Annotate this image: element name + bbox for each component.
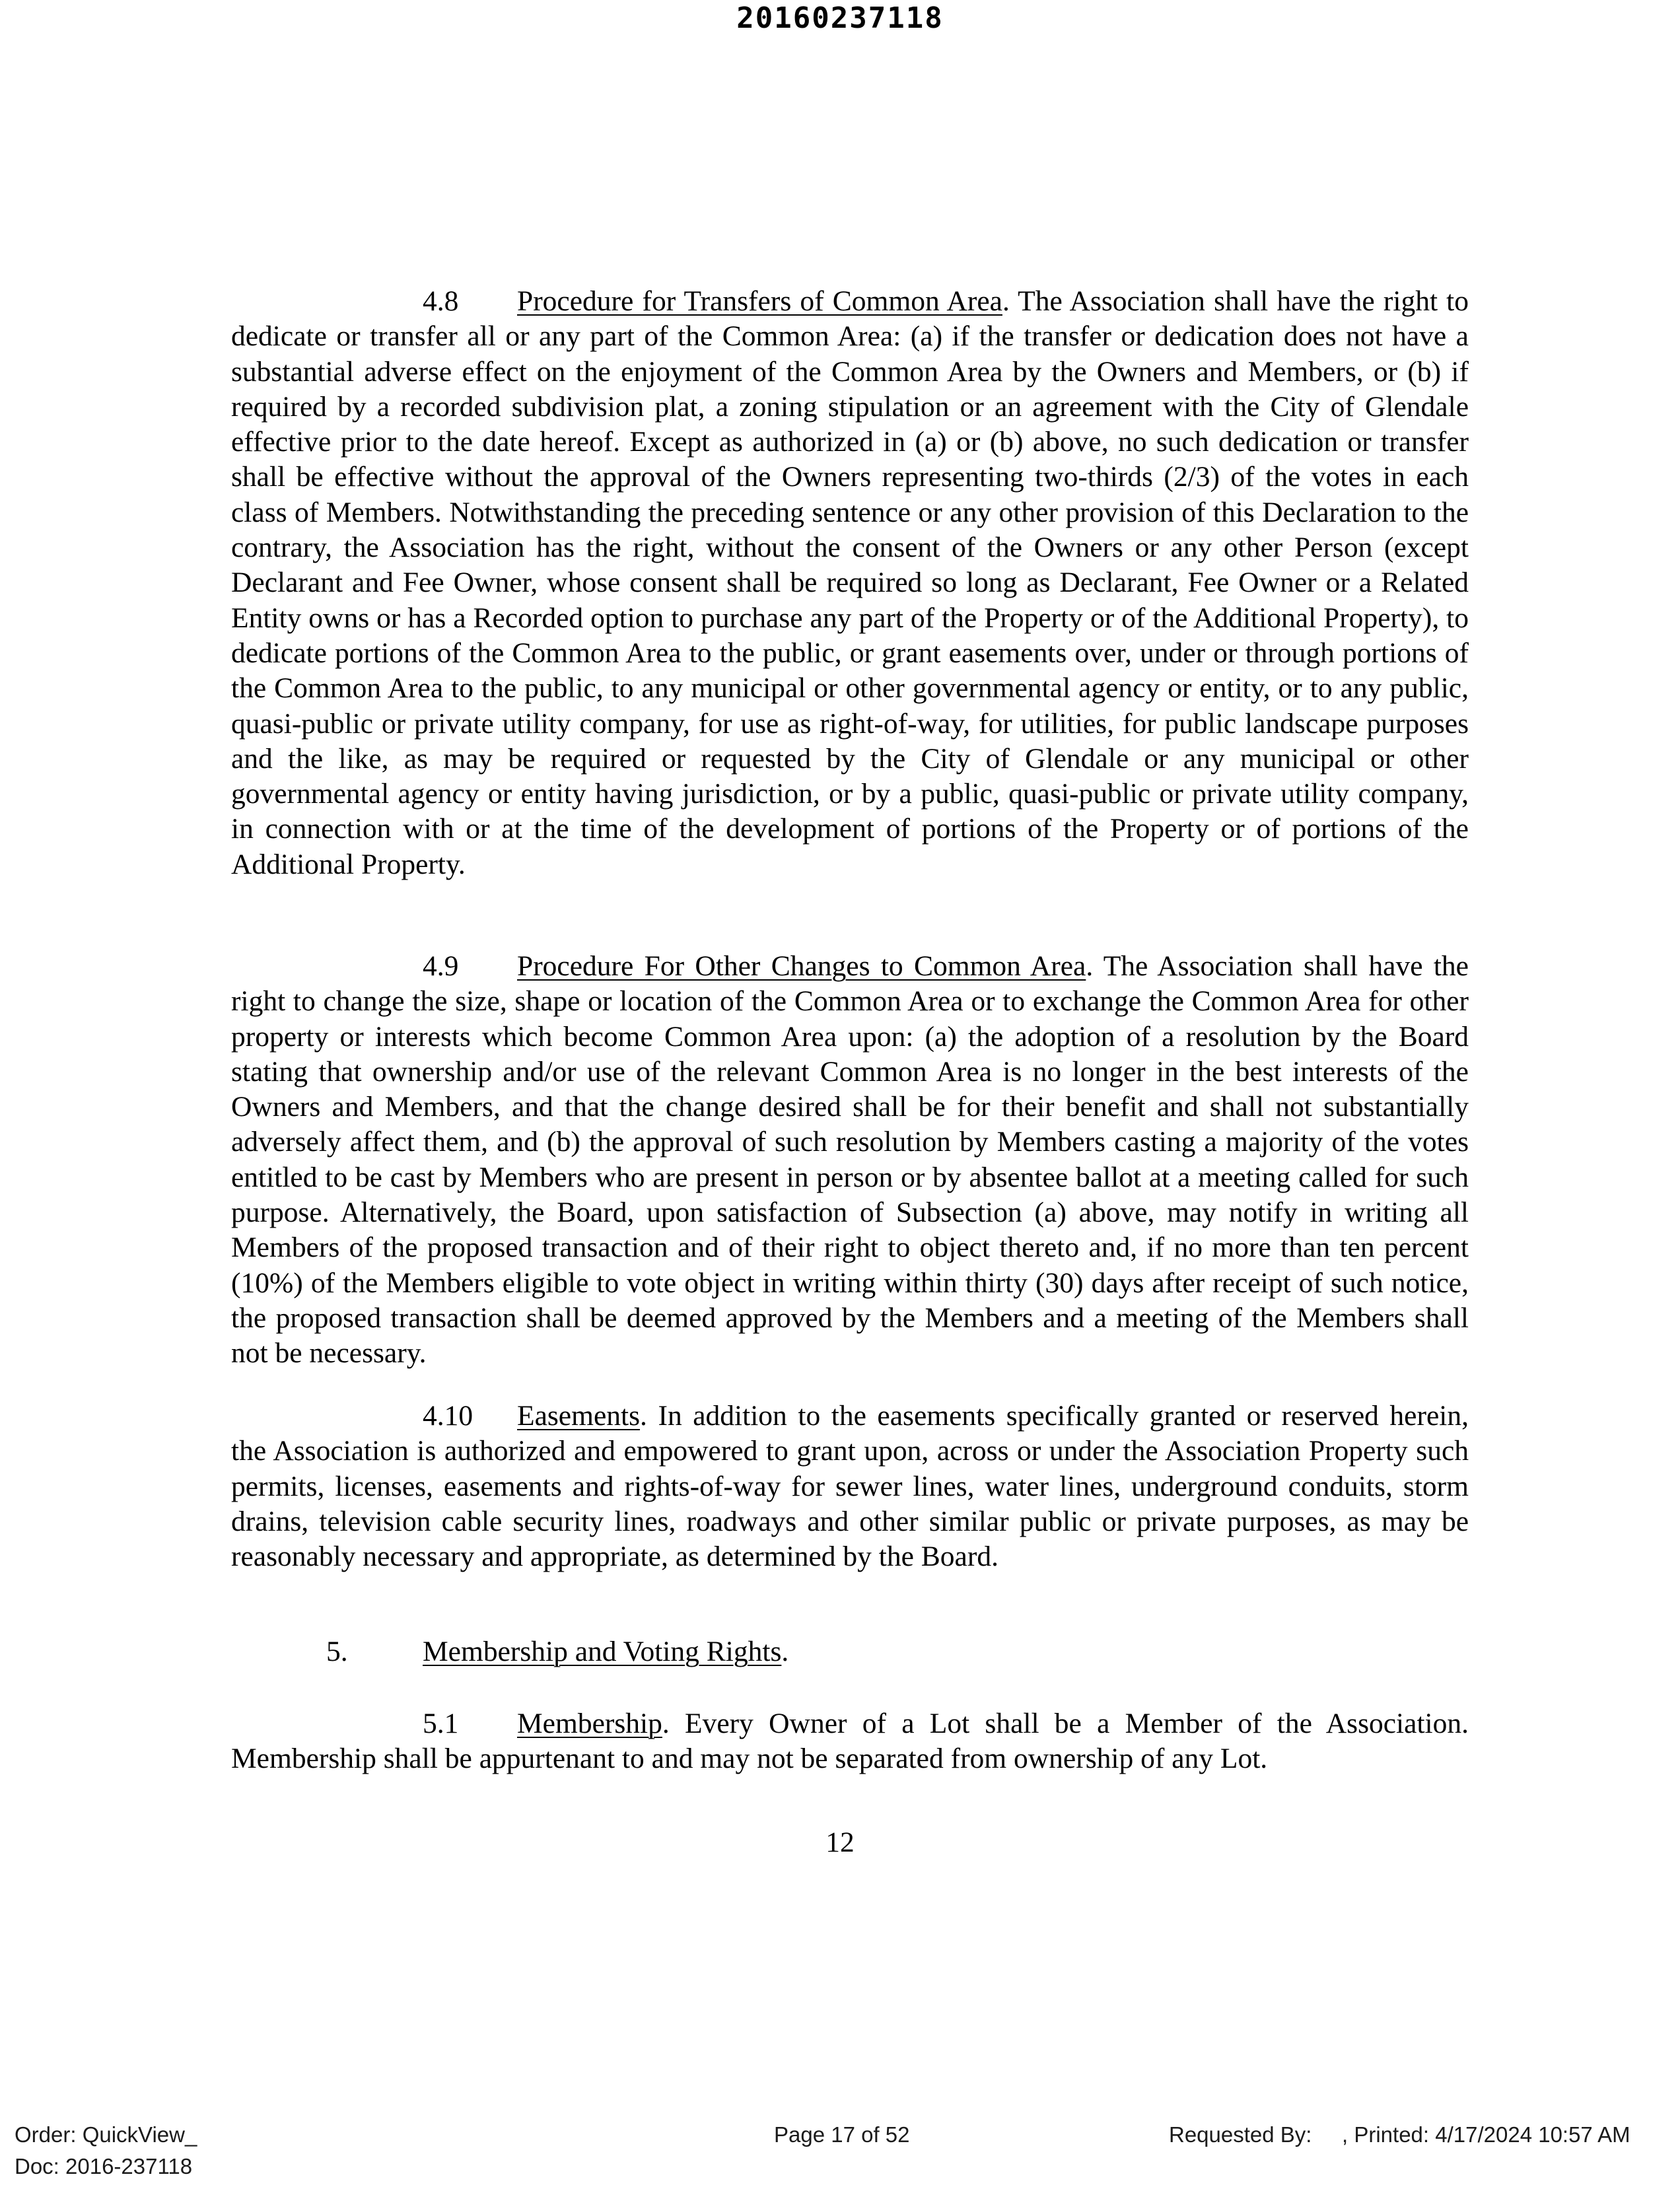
section-number: 4.9 — [423, 950, 459, 982]
section-title: Membership — [517, 1708, 662, 1739]
section-title: Easements — [517, 1400, 641, 1432]
section-text: . In addition to the easements specifically granted or reserved herein, the Association is authorized and empowered to grant upon, across or under the Association Property such permits, licenses, easements and rights-of-way for sewer lines, water lines, underground conduits, storm drains, television cable security lines, roadways and other similar public or private purposes, as may be reasonably necessary and appropriate, as determined by the Board. — [231, 1400, 1469, 1573]
document-number: 20160237118 — [736, 1, 944, 35]
section-title: Membership and Voting Rights — [423, 1636, 782, 1667]
section-5-1 — [231, 1706, 1469, 1777]
section-4-10 — [231, 1399, 1469, 1574]
footer-page: Page 17 of 52 — [774, 2122, 910, 2147]
section-number: 5.1 — [423, 1708, 459, 1739]
footer-doc: Doc: 2016-237118 — [15, 2154, 193, 2178]
section-number: 4.10 — [423, 1400, 473, 1432]
section-4-8 — [231, 284, 1469, 882]
section-5-heading — [231, 1634, 1469, 1669]
section-text: . The Association shall have the right to change the size, shape or location of the Common Area or to exchange the Common Area for other property or interests which become Common Area upon: (a) the adoption of a resolution by the Board stating that ownership and/or use of the relevant Common Area is no longer in the best interests of the Owners and Members, and that the change desired shall be for their benefit and shall not substantially adversely affect them, and (b) the approval of such resolution by Members casting a majority of the votes entitled to be cast by Members who are present in person or by absentee ballot at a meeting called for such purpose. Alternatively, the Board, upon satisfaction of Subsection (a) above, may notify in writing all Members of the proposed transaction and of their right to object thereto and, if no more than ten percent (10%) of the Members eligible to vote object in writing within thirty (30) days after receipt of such notice, the proposed transaction shall be deemed approved by the Members and a meeting of the Members shall not be necessary. — [231, 950, 1469, 1370]
footer-order: Order: QuickView_ — [15, 2122, 197, 2147]
heading-suffix: . — [781, 1636, 789, 1667]
section-text: . The Association shall have the right to dedicate or transfer all or any part of the Common Area: (a) if the transfer or dedication does not have a substantial adverse effect on the enjoyment of the Common Area by the Owners and Members, or (b) if required by a recorded subdivision plat, a zoning stipulation or an agreement with the City of Glendale effective prior to the date hereof. Except as authorized in (a) or (b) above, no such dedication or transfer shall be effective without the approval of the Owners representing two-thirds (2/3) of the votes in each class of Members. Notwithstanding the preceding sentence or any other provision of this Declaration to the contrary, the Association has the right, without the consent of the Owners or any other Person (except Declarant and Fee Owner, whose consent shall be required so long as Declarant, Fee Owner or a Related Entity owns or has a Recorded option to purchase any part of the Property or of the Additional Property), to dedicate portions of the Common Area to the public, or grant easements over, under or through portions of the Common Area to the public, to any municipal or other governmental agency or entity, or to any public, quasi-public or private utility company, for use as right-of-way, for utilities, for public landscape purposes and the like, as may be required or requested by the City of Glendale or any municipal or other governmental agency or entity having jurisdiction, or by a public, quasi-public or private utility company, in connection with or at the time of the development of portions of the Property or of portions of the Additional Property. — [231, 285, 1469, 880]
footer-requested-by: Requested By: — [1169, 2122, 1312, 2147]
page-number: 12 — [825, 1826, 855, 1858]
section-title: Procedure For Other Changes to Common Area — [517, 950, 1086, 982]
section-title: Procedure for Transfers of Common Area — [517, 285, 1002, 317]
section-4-9 — [231, 949, 1469, 1372]
section-number: 4.8 — [423, 285, 459, 317]
footer-printed: , Printed: 4/17/2024 10:57 AM — [1342, 2122, 1630, 2147]
section-text: . Every Owner of a Lot shall be a Member of the Association. Membership shall be appurtenant to and may not be separated from ownership of any Lot. — [231, 1708, 1469, 1775]
section-number: 5. — [326, 1636, 348, 1667]
